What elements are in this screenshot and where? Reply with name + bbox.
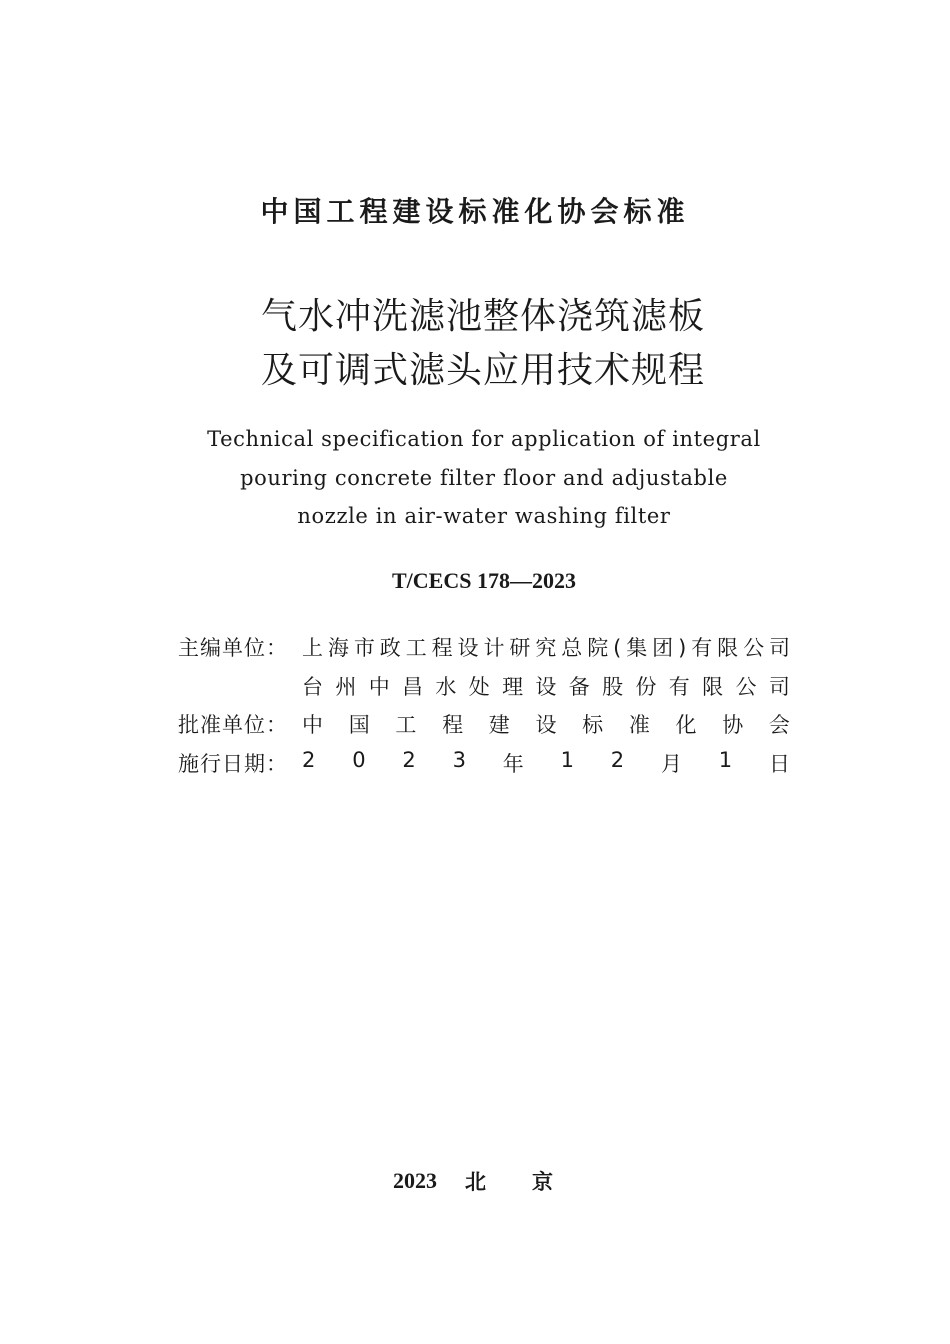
editor-row-1 (178, 628, 790, 667)
approver-row (178, 705, 790, 744)
footer-year: 2023 (393, 1168, 437, 1193)
english-title-line-1: Technical specification for application of integral (207, 427, 761, 451)
editor-row-2 (178, 667, 790, 706)
editor-unit-1: 上海市政工程设计研究总院(集团)有限公司 (302, 636, 790, 661)
date-row (178, 744, 790, 783)
approver-unit: 中 国 工 程 建 设 标 准 化 协 会 (302, 713, 790, 738)
english-title-line-2: pouring concrete filter floor and adjustable (240, 465, 728, 490)
publication-info (178, 628, 790, 782)
chinese-title (0, 290, 950, 398)
english-title (0, 420, 950, 536)
organization-title: 中国工程建设标准化协会标准 (260, 195, 690, 228)
footer-city: 北京 (465, 1170, 599, 1194)
standard-number: T/CECS 178—2023 (392, 568, 576, 593)
chinese-title-line-1: 气水冲洗滤池整体浇筑滤板 (260, 296, 705, 337)
chinese-title-line-2: 及可调式滤头应用技术规程 (260, 350, 705, 391)
editor-unit-2: 台 州 中 昌 水 处 理 设 备 股 份 有 限 公 司 (302, 674, 790, 699)
footer (393, 1166, 599, 1196)
effective-date: 2 0 2 3 年 1 2 月 1 日 (302, 747, 790, 776)
approver-label: 批准单位： (178, 713, 288, 738)
editor-label: 主编单位： (178, 636, 288, 661)
date-label: 施行日期： (178, 751, 288, 776)
english-title-line-3: nozzle in air-water washing filter (297, 504, 671, 528)
